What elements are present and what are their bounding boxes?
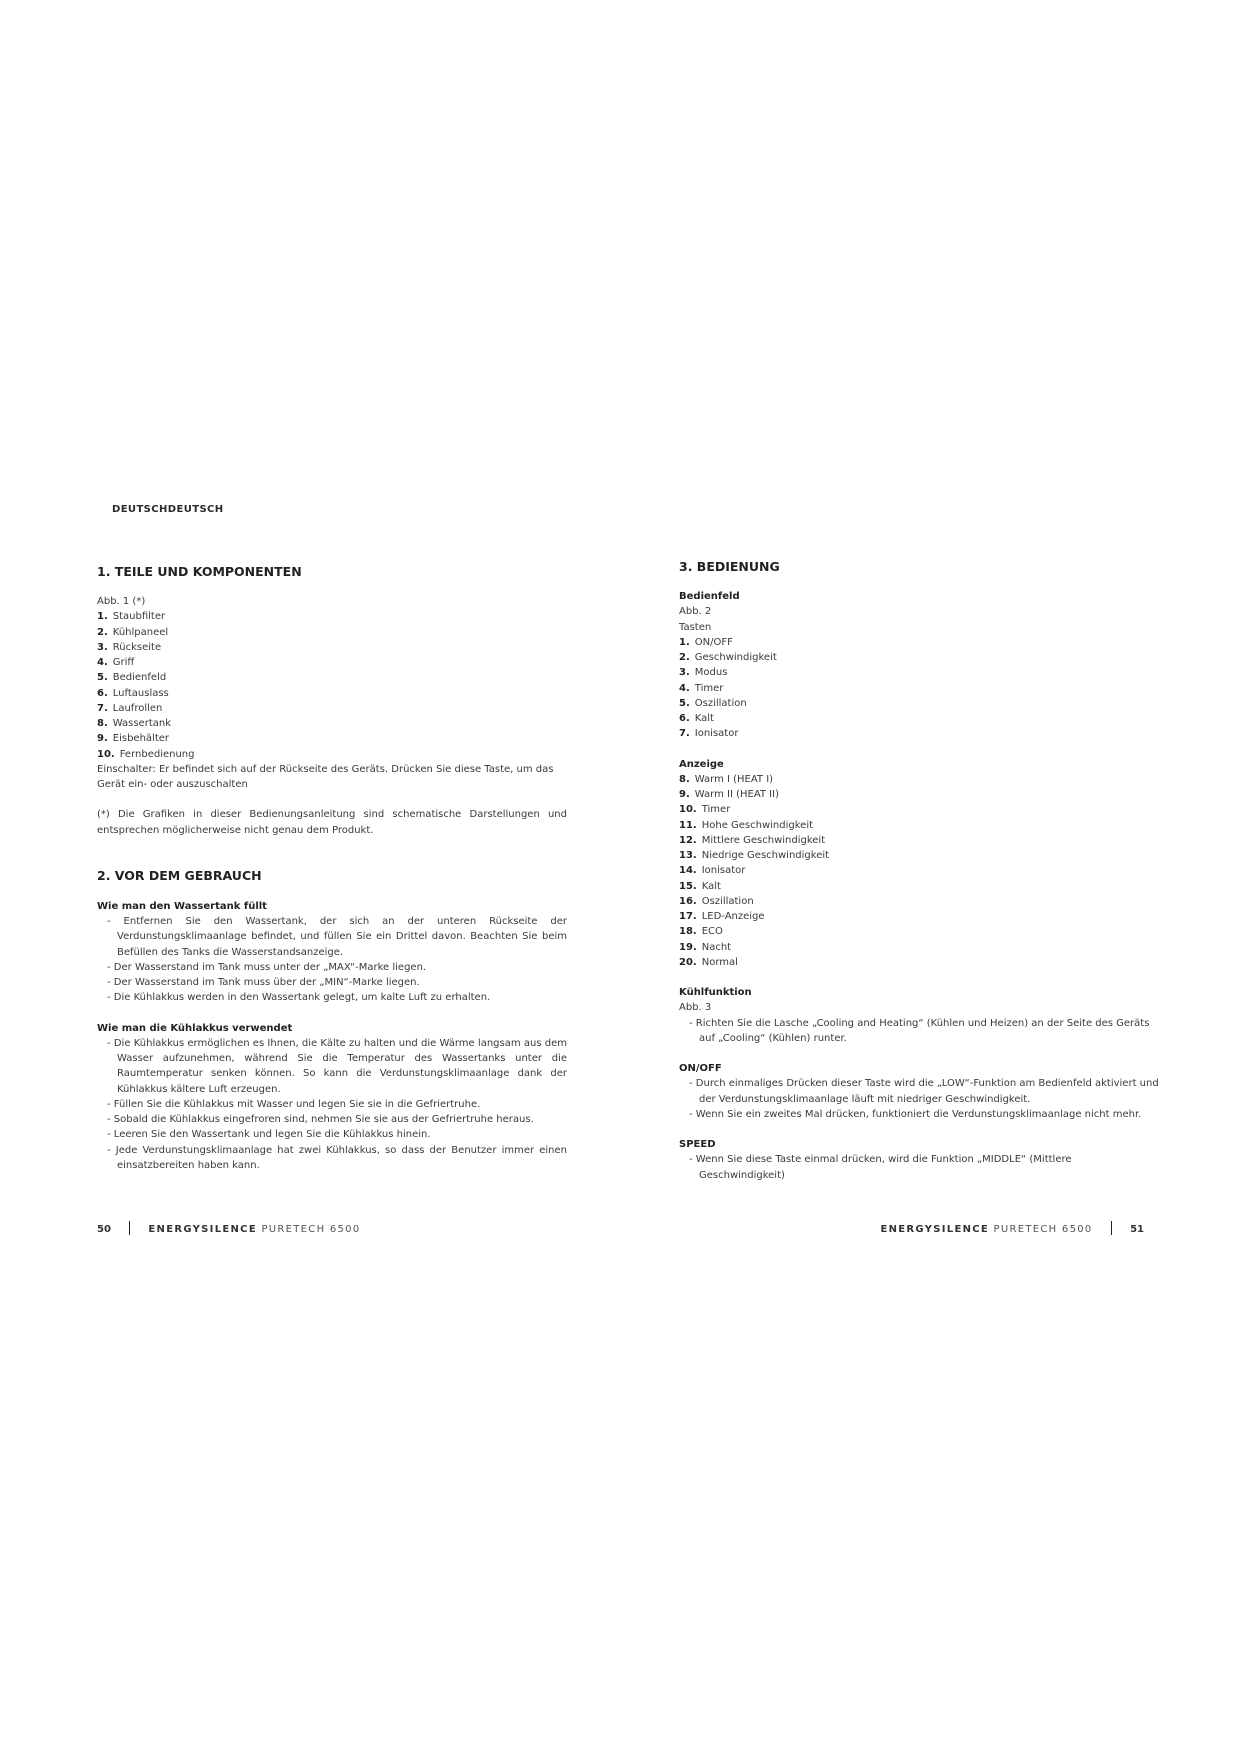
model-name: PURETECH 6500 bbox=[993, 1224, 1093, 1235]
keys-label: Tasten bbox=[679, 621, 712, 633]
page-number: 50 bbox=[97, 1224, 111, 1235]
graphics-note: (*) Die Grafiken in dieser Bedienungsanleitung sind schematische Darstellungen und entsprechen möglicherweise nicht genau dem Produkt. bbox=[97, 809, 567, 836]
subsection-title-speed: SPEED bbox=[679, 1139, 716, 1150]
onoff-list bbox=[679, 1076, 1159, 1122]
fill-tank-list bbox=[97, 914, 567, 1006]
list-item: 3. Modus bbox=[679, 667, 728, 679]
list-item: - Die Kühlakkus ermöglichen es Ihnen, die Kälte zu halten und die Wärme langsam aus dem Wasser aufzunehmen, während Sie die Temperatur des Wassertanks unter die Raumtemperatur senken können. So kann die Verdunstungsklimaanlage dank der Kühlakkus kältere Luft erzeugen. bbox=[107, 1037, 567, 1095]
list-item: - Richten Sie die Lasche „Cooling and Heating“ (Kühlen und Heizen) an der Seite des Geräts auf „Cooling“ (Kühlen) runter. bbox=[689, 1017, 1150, 1044]
subsection-title-fill-tank: Wie man den Wassertank füllt bbox=[97, 900, 267, 912]
brand-name: ENERGYSILENCE bbox=[880, 1224, 990, 1235]
list-item: 18. ECO bbox=[679, 926, 723, 938]
section-title-before-use: 2. VOR DEM GEBRAUCH bbox=[97, 867, 262, 883]
model-name: PURETECH 6500 bbox=[261, 1224, 361, 1235]
section-title-operation: 3. BEDIENUNG bbox=[679, 559, 780, 574]
list-item: 4. Griff bbox=[97, 657, 135, 668]
ice-packs-list bbox=[97, 1036, 567, 1173]
list-item: 19. Nacht bbox=[679, 941, 732, 953]
subsection-title-ice-packs: Wie man die Kühlakkus verwendet bbox=[97, 1022, 293, 1034]
list-item: 2. Kühlpaneel bbox=[97, 626, 169, 638]
list-item: - Die Kühlakkus werden in den Wassertank gelegt, um kalte Luft zu erhalten. bbox=[107, 992, 491, 1004]
footer-left bbox=[97, 1222, 361, 1236]
subsection-title-panel: Bedienfeld bbox=[679, 591, 740, 602]
list-item: 14. Ionisator bbox=[679, 865, 746, 877]
section-title-parts: 1. TEILE UND KOMPONENTEN bbox=[97, 564, 302, 579]
list-item: 17. LED-Anzeige bbox=[679, 911, 765, 922]
list-item: 12. Mittlere Geschwindigkeit bbox=[679, 834, 826, 846]
list-item: 5. Oszillation bbox=[679, 697, 747, 709]
speed-list bbox=[679, 1152, 1159, 1183]
list-item: - Sobald die Kühlakkus eingefroren sind, nehmen Sie sie aus der Gefriertruhe heraus. bbox=[107, 1114, 534, 1125]
list-item: 7. Ionisator bbox=[679, 728, 739, 740]
list-item: 11. Hohe Geschwindigkeit bbox=[679, 819, 814, 831]
right-column bbox=[679, 559, 1159, 1183]
list-item: - Wenn Sie diese Taste einmal drücken, wird die Funktion „MIDDLE“ (Mittlere Geschwindigkeit) bbox=[689, 1154, 1072, 1181]
list-item: - Durch einmaliges Drücken dieser Taste wird die „LOW“-Funktion am Bedienfeld aktiviert und der Verdunstungsklimaanlage läuft mit niedriger Geschwindigkeit. bbox=[689, 1078, 1159, 1105]
keys-list bbox=[679, 635, 1159, 742]
list-item: 7. Laufrollen bbox=[97, 702, 163, 714]
cooling-list bbox=[679, 1016, 1159, 1047]
list-item: 4. Timer bbox=[679, 682, 724, 694]
language-header: DEUTSCHDEUTSCH bbox=[112, 504, 224, 515]
footer-divider bbox=[129, 1221, 131, 1235]
display-list bbox=[679, 772, 1159, 970]
list-item: - Leeren Sie den Wassertank und legen Sie die Kühlakkus hinein. bbox=[107, 1129, 431, 1141]
list-item: 9. Warm II (HEAT II) bbox=[679, 789, 779, 800]
list-item: - Der Wasserstand im Tank muss über der „MIN“-Marke liegen. bbox=[107, 977, 420, 988]
figure-ref: Abb. 1 (*) bbox=[97, 596, 146, 607]
list-item: - Entfernen Sie den Wassertank, der sich an der unteren Rückseite der Verdunstungsklimaanlage befindet, und füllen Sie ein Drittel davon. Beachten Sie beim Befüllen des Tanks die Wasserstandsanzeige. bbox=[107, 916, 567, 958]
list-item: - Der Wasserstand im Tank muss unter der „MAX“-Marke liegen. bbox=[107, 961, 427, 973]
list-item: 8. Warm I (HEAT I) bbox=[679, 773, 774, 785]
list-item: 1. ON/OFF bbox=[679, 636, 733, 648]
figure-ref: Abb. 3 bbox=[679, 1002, 712, 1014]
list-item: 8. Wassertank bbox=[97, 718, 172, 729]
figure-ref: Abb. 2 bbox=[679, 606, 712, 618]
parts-list bbox=[97, 609, 567, 762]
brand-name: ENERGYSILENCE bbox=[148, 1224, 257, 1235]
list-item: 2. Geschwindigkeit bbox=[679, 652, 777, 663]
list-item: - Wenn Sie ein zweites Mal drücken, funktioniert die Verdunstungsklimaanlage nicht mehr. bbox=[689, 1108, 1142, 1120]
subsection-title-display: Anzeige bbox=[679, 758, 724, 770]
list-item: 20. Normal bbox=[679, 956, 738, 968]
page-number: 51 bbox=[1130, 1224, 1144, 1235]
list-item: 10. Timer bbox=[679, 804, 731, 816]
left-column bbox=[97, 564, 567, 1173]
list-item: 6. Luftauslass bbox=[97, 687, 169, 699]
subsection-title-onoff: ON/OFF bbox=[679, 1063, 722, 1074]
list-item: 13. Niedrige Geschwindigkeit bbox=[679, 850, 830, 861]
list-item: - Jede Verdunstungsklimaanlage hat zwei Kühlakkus, so dass der Benutzer immer einen einsatzbereiten haben kann. bbox=[107, 1144, 567, 1171]
footer-right bbox=[880, 1222, 1144, 1236]
switch-description: Einschalter: Er befindet sich auf der Rückseite des Geräts. Drücken Sie diese Taste, um das Gerät ein- oder auszuschalten bbox=[97, 763, 554, 790]
subsection-title-cooling: Kühlfunktion bbox=[679, 987, 752, 998]
list-item: 15. Kalt bbox=[679, 880, 721, 892]
list-item: 3. Rückseite bbox=[97, 641, 162, 653]
list-item: - Füllen Sie die Kühlakkus mit Wasser und legen Sie sie in die Gefriertruhe. bbox=[107, 1098, 481, 1110]
list-item: 10. Fernbedienung bbox=[97, 748, 195, 760]
list-item: 16. Oszillation bbox=[679, 895, 754, 907]
list-item: 9. Eisbehälter bbox=[97, 733, 170, 745]
footer-divider bbox=[1111, 1221, 1113, 1235]
list-item: 6. Kalt bbox=[679, 713, 714, 724]
list-item: 5. Bedienfeld bbox=[97, 672, 167, 684]
list-item: 1. Staubfilter bbox=[97, 611, 166, 623]
